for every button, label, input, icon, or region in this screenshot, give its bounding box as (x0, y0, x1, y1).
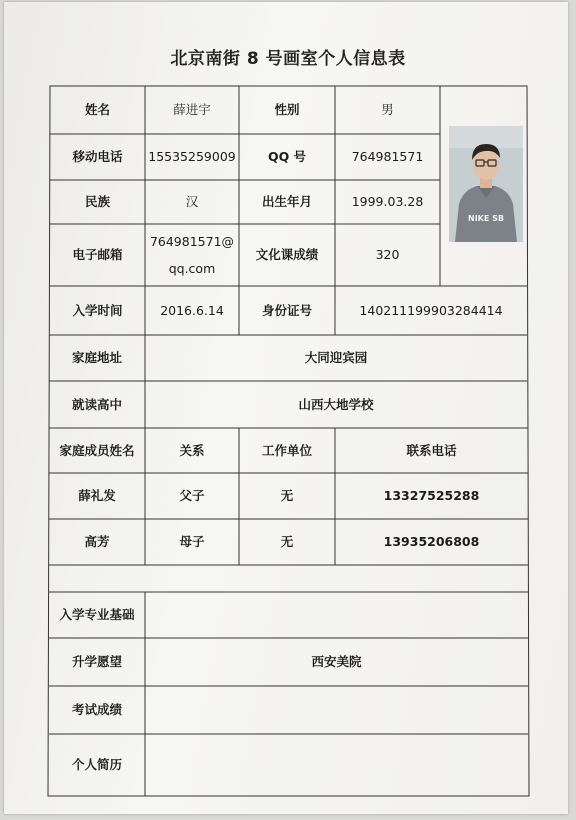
value-mobile: 15535259009 (148, 149, 236, 165)
header-family-name: 家庭成员姓名 (59, 442, 135, 458)
photo-shirt-text: NIKE SB (468, 214, 504, 223)
family-row-1-name: 薛礼发 (78, 488, 116, 504)
form-title: 北京南街 8 号画室个人信息表 (170, 49, 406, 69)
header-relation: 关系 (179, 442, 205, 458)
label-aspiration: 升学愿望 (71, 654, 122, 670)
label-resume: 个人简历 (71, 757, 122, 773)
label-mobile: 移动电话 (72, 149, 123, 165)
label-high-school: 就读高中 (71, 396, 122, 412)
email-line-2: qq.com (168, 261, 216, 276)
label-name: 姓名 (84, 102, 110, 118)
value-enroll-date: 2016.6.14 (160, 302, 224, 318)
label-exam-score: 考试成绩 (71, 702, 122, 718)
label-email: 电子邮箱 (72, 247, 123, 263)
label-ethnicity: 民族 (84, 194, 110, 210)
value-aspiration: 西安美院 (311, 654, 362, 670)
label-gender: 性别 (274, 102, 300, 118)
header-contact: 联系电话 (406, 442, 457, 458)
label-birth: 出生年月 (261, 194, 312, 210)
family-row-2-phone: 13935206808 (383, 534, 480, 550)
profile-photo (449, 126, 523, 242)
value-ethnicity: 汉 (185, 194, 199, 210)
value-gender: 男 (381, 102, 394, 118)
header-workplace: 工作单位 (261, 442, 312, 458)
value-high-school: 山西大地学校 (298, 396, 374, 412)
label-qq: QQ 号 (267, 149, 307, 165)
family-row-1-workplace: 无 (280, 488, 294, 504)
value-email (145, 224, 239, 286)
value-name: 薛进宇 (173, 102, 211, 118)
family-row-1-phone: 13327525288 (383, 488, 480, 504)
family-row-2-workplace: 无 (280, 534, 294, 550)
value-birth: 1999.03.28 (351, 194, 424, 210)
family-row-2-relation: 母子 (179, 534, 205, 550)
family-row-1-relation: 父子 (179, 488, 205, 504)
label-id-number: 身份证号 (261, 302, 312, 318)
label-address: 家庭地址 (71, 350, 122, 366)
value-address: 大同迎宾园 (304, 350, 368, 366)
email-line-1: 764981571@ (149, 233, 235, 249)
value-qq: 764981571 (351, 149, 424, 165)
value-culture-score: 320 (375, 247, 400, 263)
value-id-number: 140211199903284414 (359, 302, 503, 318)
label-enroll-date: 入学时间 (72, 302, 123, 318)
person-photo-icon (449, 126, 523, 242)
label-culture-score: 文化课成绩 (255, 247, 319, 263)
label-major-basis: 入学专业基础 (59, 607, 135, 623)
family-row-2-name: 高芳 (84, 534, 110, 550)
